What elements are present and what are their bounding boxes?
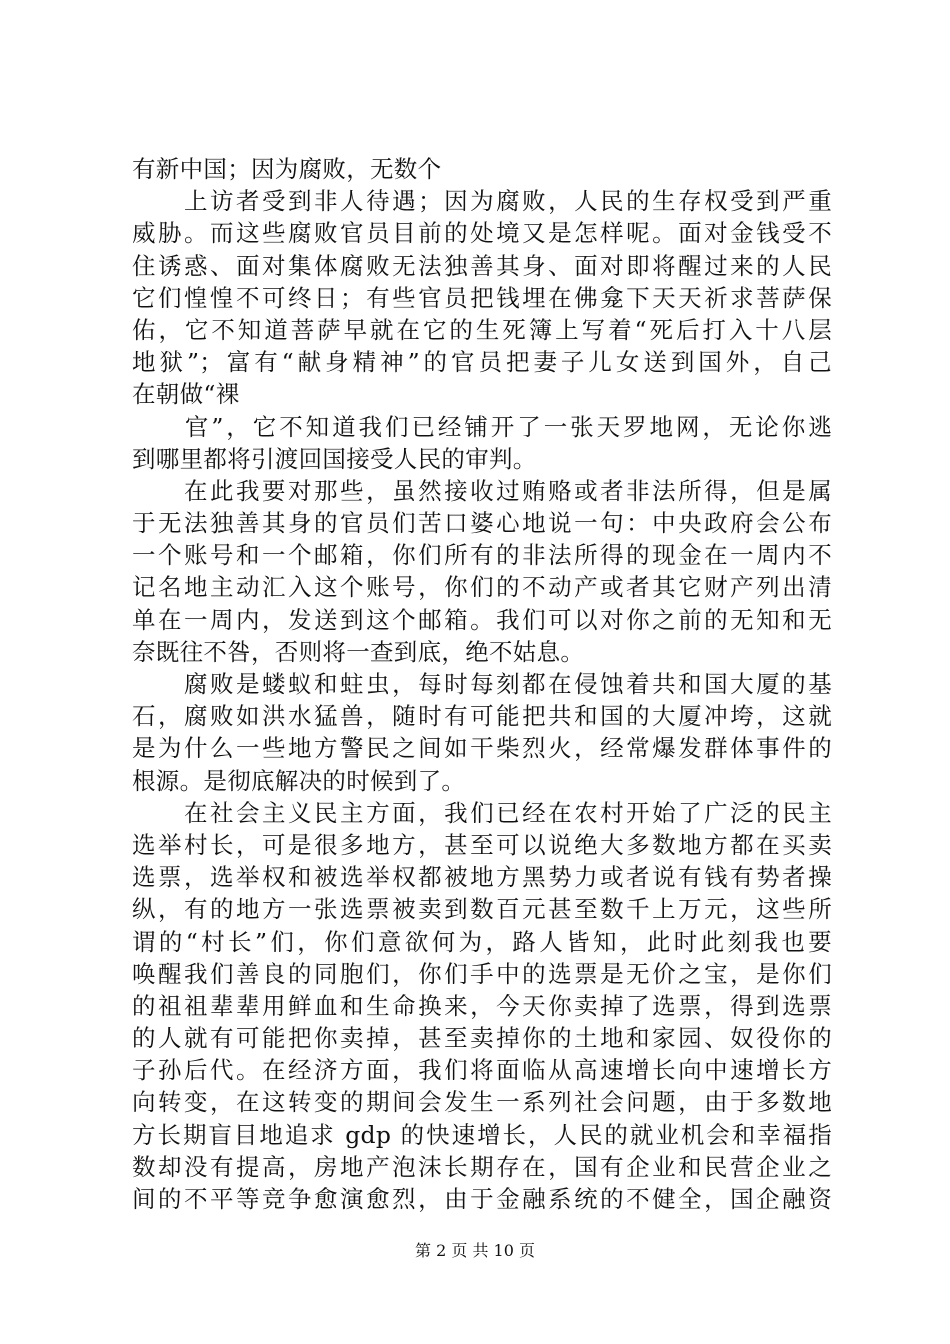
text-line: 数却没有提高，房地产泡沫长期存在，国有企业和民营企业之 xyxy=(132,1152,832,1181)
text-line: 根源。是彻底解决的时候到了。 xyxy=(132,766,466,795)
text-line: 纵，有的地方一张选票被卖到数百元甚至数千上万元，这些所 xyxy=(132,895,832,924)
text-line: 有新中国；因为腐败，无数个 xyxy=(132,155,442,183)
text-line: 记名地主动汇入这个账号，你们的不动产或者其它财产列出清 xyxy=(132,573,832,602)
text-line: 向转变，在这转变的期间会发生一系列社会问题，由于多数地 xyxy=(132,1088,832,1117)
text-line: 腐败是蝼蚁和蛀虫，每时每刻都在侵蚀着共和国大厦的基 xyxy=(132,670,832,698)
text-line: 住诱惑、面对集体腐败无法独善其身、面对即将醒过来的人民 xyxy=(132,251,832,280)
text-line: 是为什么一些地方警民之间如干柴烈火，经常爆发群体事件的 xyxy=(132,734,832,763)
text-line: 在朝做“裸 xyxy=(132,380,240,409)
document-body xyxy=(132,153,832,1215)
text-line: 一个账号和一个邮箱，你们所有的非法所得的现金在一周内不 xyxy=(132,541,832,570)
text-line: 到哪里都将引渡回国接受人民的审判。 xyxy=(132,444,537,473)
text-line: 子孙后代。在经济方面，我们将面临从高速增长向中速增长方 xyxy=(132,1056,832,1085)
text-line: 方长期盲目地追求 gdp 的快速增长，人民的就业机会和幸福指 xyxy=(132,1120,832,1149)
text-line: 佑，它不知道菩萨早就在它的生死簿上写着“死后打入十八层 xyxy=(132,315,832,344)
text-line: 的祖祖辈辈用鲜血和生命换来，今天你卖掉了选票，得到选票 xyxy=(132,991,832,1020)
text-line: 间的不平等竞争愈演愈烈，由于金融系统的不健全，国企融资 xyxy=(132,1185,832,1213)
text-line: 在此我要对那些，虽然接收过贿赂或者非法所得，但是属 xyxy=(132,476,832,505)
text-line: 官”，它不知道我们已经铺开了一张天罗地网，无论你逃 xyxy=(132,412,832,441)
text-line: 奈既往不咎，否则将一查到底，绝不姑息。 xyxy=(132,637,585,666)
text-line: 它们惶惶不可终日；有些官员把钱埋在佛龛下天天祈求菩萨保 xyxy=(132,283,832,312)
text-line: 的人就有可能把你卖掉，甚至卖掉你的土地和家园、奴役你的 xyxy=(132,1024,832,1053)
text-line: 上访者受到非人待遇；因为腐败，人民的生存权受到严重 xyxy=(132,187,832,216)
text-line: 选票，选举权和被选举权都被地方黑势力或者说有钱有势者操 xyxy=(132,863,832,892)
text-line: 谓的“村长”们，你们意欲何为，路人皆知，此时此刻我也要 xyxy=(132,927,832,956)
text-line: 威胁。而这些腐败官员目前的处境又是怎样呢。面对金钱受不 xyxy=(132,219,832,248)
text-line: 单在一周内，发送到这个邮箱。我们可以对你之前的无知和无 xyxy=(132,605,832,634)
text-line: 选举村长，可是很多地方，甚至可以说绝大多数地方都在买卖 xyxy=(132,830,832,859)
text-line: 在社会主义民主方面，我们已经在农村开始了广泛的民主 xyxy=(132,798,832,827)
text-line: 于无法独善其身的官员们苦口婆心地说一句：中央政府会公布 xyxy=(132,509,832,538)
text-line: 石，腐败如洪水猛兽，随时有可能把共和国的大厦冲垮，这就 xyxy=(132,702,832,731)
text-line: 唤醒我们善良的同胞们，你们手中的选票是无价之宝，是你们 xyxy=(132,959,832,988)
page-footer: 第 2 页 共 10 页 xyxy=(415,1241,535,1260)
text-line: 地狱”；富有“献身精神”的官员把妻子儿女送到国外，自己 xyxy=(132,348,832,377)
